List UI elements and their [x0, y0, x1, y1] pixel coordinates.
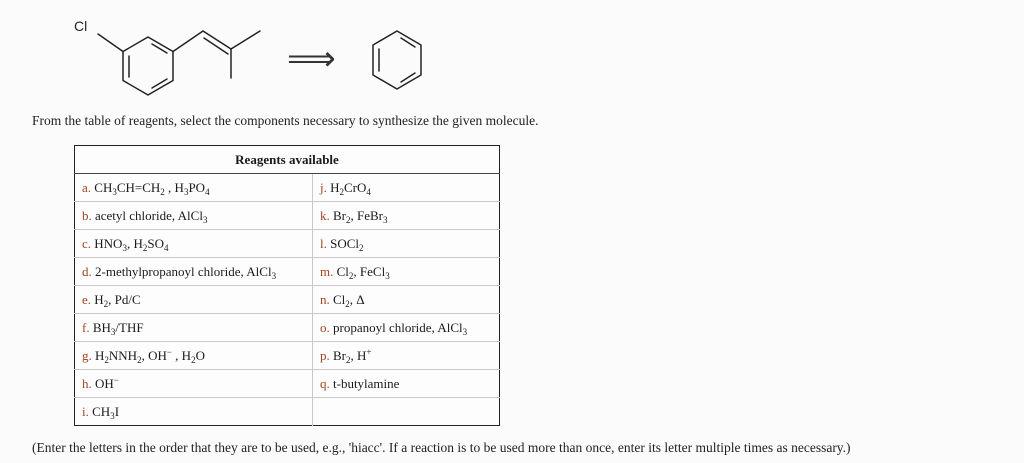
reagent-text: $Br_2$, H+	[333, 346, 372, 365]
reagents-table	[74, 145, 500, 426]
reagent-cell-left	[75, 370, 313, 398]
reagent-letter: k.	[320, 207, 333, 223]
reagents-body	[75, 174, 500, 426]
reagent-text: 2-methylpropanoyl chloride, AlCl$_3$	[95, 263, 277, 281]
reagent-letter: o.	[320, 319, 333, 335]
reagent-letter: l.	[320, 235, 331, 251]
product-ring-double-bond-1	[152, 44, 167, 53]
reagent-cell-left	[75, 286, 313, 314]
reagent-cell-right	[313, 314, 500, 342]
reagent-letter: j.	[320, 179, 331, 195]
reagent-text: t-butylamine	[333, 375, 400, 391]
product-benzene-ring	[123, 37, 173, 95]
side-chain-bond-1	[173, 31, 203, 52]
reagent-cell-left	[75, 398, 313, 426]
reagent-cell-left	[75, 230, 313, 258]
reagent-row	[75, 174, 500, 202]
reagent-letter: n.	[320, 291, 333, 307]
reagent-letter: e.	[82, 291, 95, 307]
reagent-text: $Cl_2$, Δ	[333, 291, 365, 309]
reagent-cell-right	[313, 258, 500, 286]
reagent-letter: q.	[320, 375, 333, 391]
reagent-letter: a.	[82, 179, 95, 195]
reagent-text: $H_2$, Pd/C	[94, 291, 141, 309]
reagent-letter: c.	[82, 235, 95, 251]
reagent-text: $HNO_3$, $H_2SO_4$	[94, 235, 169, 253]
product-ring-double-bond-2	[152, 79, 167, 88]
reagent-text: SOCl$_2$	[330, 235, 364, 253]
side-chain-methyl-up	[231, 31, 260, 49]
reagent-cell-right	[313, 286, 500, 314]
reagent-text: $Cl_2$, FeCl$_3$	[336, 263, 390, 281]
reagent-text: acetyl chloride, AlCl$_3$	[95, 207, 208, 225]
reagent-text: propanoyl chloride, AlCl$_3$	[333, 319, 468, 337]
reagent-text: $CH_3CH=CH_2$ , $H_3PO_4$	[94, 179, 210, 197]
reagent-row	[75, 398, 500, 426]
reagent-letter: h.	[82, 375, 95, 391]
reagent-row	[75, 202, 500, 230]
reagent-letter: b.	[82, 207, 95, 223]
reagent-cell-left	[75, 258, 313, 286]
reagent-letter: p.	[320, 347, 333, 363]
start-ring-double-bond-1	[401, 38, 415, 47]
reagent-cell-right	[313, 202, 500, 230]
reagent-cell-left	[75, 342, 313, 370]
reaction-scheme	[0, 0, 1024, 110]
start-ring-double-bond-2	[401, 73, 415, 82]
reagent-text: $BH_3$/THF	[92, 319, 144, 337]
reagent-cell-right	[313, 174, 500, 202]
reagent-cell-left	[75, 314, 313, 342]
reagent-letter: g.	[82, 347, 95, 363]
reagent-cell-right	[313, 370, 500, 398]
reagent-row	[75, 342, 500, 370]
starting-benzene-ring	[373, 31, 421, 89]
reagent-letter: d.	[82, 263, 95, 279]
instruction-text: From the table of reagents, select the components necessary to synthesize the given molecule.	[32, 113, 539, 128]
reagent-text: $Br_2$, FeBr$_3$	[333, 207, 388, 225]
reagent-text: $CH_3I$	[92, 403, 120, 421]
reagent-letter: i.	[82, 403, 93, 419]
reagent-cell-right	[313, 398, 500, 426]
cl-label: Cl	[74, 18, 88, 34]
table-header: Reagents available	[75, 146, 500, 174]
cl-bond	[98, 34, 123, 52]
reagent-row	[75, 258, 500, 286]
reagent-row	[75, 230, 500, 258]
entry-instructions: (Enter the letters in the order that they are to be used, e.g., 'hiacc'. If a reaction is to be used more than once, enter its letter multiple times as necessary.)	[32, 440, 851, 455]
side-chain-double-bond-inner	[204, 38, 228, 54]
reagent-text: $H_2CrO_4$	[330, 179, 371, 197]
reagent-cell-left	[75, 202, 313, 230]
retrosynthesis-arrow: ⟹	[287, 39, 336, 79]
reagent-cell-right	[313, 230, 500, 258]
reagent-letter: f.	[82, 319, 93, 335]
reagent-row	[75, 286, 500, 314]
reagent-text: OH−	[95, 374, 119, 391]
reagent-text: $H_2NNH_2$, OH− , $H_2O$	[95, 346, 205, 365]
reagent-cell-left	[75, 174, 313, 202]
reagent-letter: m.	[320, 263, 337, 279]
reagent-row	[75, 370, 500, 398]
reagent-row	[75, 314, 500, 342]
reagent-cell-right	[313, 342, 500, 370]
